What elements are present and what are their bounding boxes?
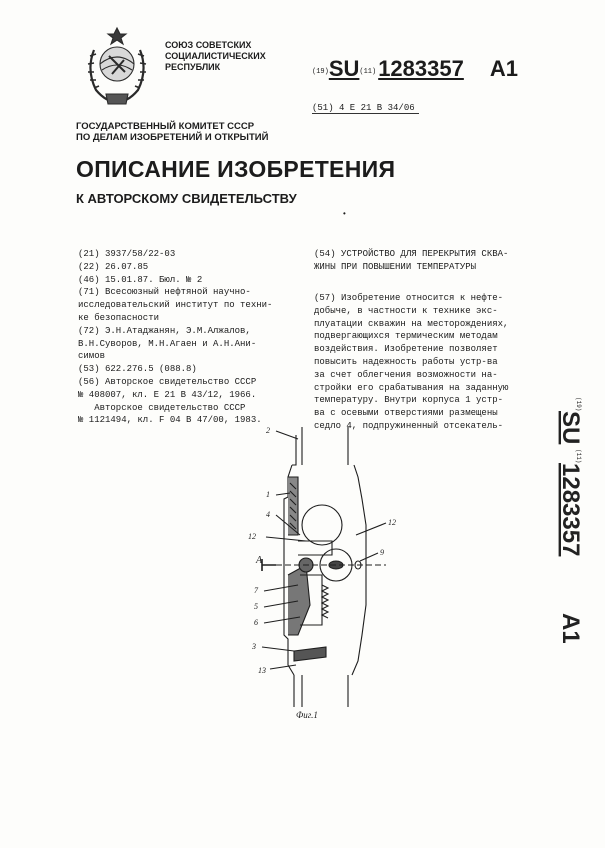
callout-1: 1 [266, 490, 270, 499]
biblio-line: (53) 622.276.5 (088.8) [78, 364, 197, 375]
invention-title-line: ЖИНЫ ПРИ ПОВЫШЕНИИ ТЕМПЕРАТУРЫ [314, 261, 477, 272]
stray-dot: • [343, 209, 346, 218]
abstract-line: за счет облегчения возможности на- [314, 369, 498, 380]
issuing-state [165, 40, 266, 73]
biblio-line: (56) Авторское свидетельство СССР [78, 376, 257, 387]
callout-3: 3 [252, 642, 256, 651]
abstract-line: плуатации скважин на месторождениях, [314, 318, 509, 329]
side-number: 1283357 [557, 463, 584, 557]
kind-code: A1 [489, 56, 518, 81]
biblio-line: № 1121494, кл. F 04 В 47/00, 1983. [78, 415, 262, 426]
biblio-line: (46) 15.01.87. Бюл. № 2 [78, 274, 203, 285]
callout-6: 6 [254, 618, 258, 627]
technical-drawing [236, 425, 396, 710]
figure-caption: Фиг.1 [296, 710, 318, 720]
committee-line: ПО ДЕЛАМ ИЗОБРЕТЕНИЙ И ОТКРЫТИЙ [76, 132, 269, 143]
biblio-line: (72) Э.Н.Атаджанян, Э.М.Алжалов, [78, 325, 251, 336]
abstract-line: (57) Изобретение относится к нефте- [314, 293, 504, 303]
abstract-line: повысить надежность работы устр-ва [314, 356, 498, 367]
bibliographic-data [78, 248, 306, 427]
side-patent-number [548, 380, 588, 690]
callout-12-right: 12 [388, 518, 396, 527]
union-line: РЕСПУБЛИК [165, 62, 221, 72]
abstract-line: температуру. Внутри корпуса 1 устр- [314, 395, 504, 406]
biblio-line: (21) 3937/58/22-03 [78, 249, 176, 259]
biblio-line: № 408007, кл. Е 21 В 43/12, 1966. [78, 389, 257, 400]
callout-13: 13 [258, 666, 266, 675]
callout-5: 5 [254, 602, 258, 611]
abstract-line: подвергающихся термическим методам [314, 331, 498, 342]
inid-11: (11) [359, 67, 377, 76]
biblio-line: ке безопасности [78, 312, 160, 323]
document-subtitle: К АВТОРСКОМУ СВИДЕТЕЛЬСТВУ [76, 191, 297, 206]
abstract-line: воздействия. Изобретение позволяет [314, 344, 498, 355]
inid-19: (19) [312, 67, 329, 76]
biblio-line: В.Н.Суворов, М.Н.Агаен и А.Н.Ани- [78, 338, 257, 349]
ipc-classification: (51) 4 E 21 B 34/06 [312, 103, 419, 114]
committee-name [76, 121, 268, 143]
callout-12-left: 12 [248, 532, 256, 541]
side-inid-19: (19) [575, 397, 582, 412]
biblio-line: Авторское свидетельство СССР [78, 402, 246, 413]
biblio-line: исследовательский институт по техни- [78, 300, 273, 311]
invention-title-line: (54) УСТРОЙСТВО ДЛЯ ПЕРЕКРЫТИЯ СКВА- [314, 249, 509, 259]
biblio-line: симов [78, 351, 106, 362]
biblio-line: (71) Всесоюзный нефтяной научно- [78, 287, 251, 298]
abstract-line: стройки его срабатывания на заданную [314, 382, 509, 393]
abstract [314, 292, 546, 433]
biblio-line: (22) 26.07.85 [78, 261, 149, 272]
side-kind: A1 [557, 613, 584, 644]
ussr-emblem-icon [76, 20, 158, 108]
abstract-line: седло 4, подпружиненный отсекатель- [314, 420, 504, 431]
country-code: SU [328, 56, 360, 81]
patent-number-block [312, 56, 518, 82]
side-country: SU [557, 411, 584, 445]
document-title: ОПИСАНИЕ ИЗОБРЕТЕНИЯ [76, 156, 396, 182]
abstract-line: ва с осевыми отверстиями размещены [314, 408, 498, 419]
union-line: СОЦИАЛИСТИЧЕСКИХ [165, 51, 266, 61]
committee-line: ГОСУДАРСТВЕННЫЙ КОМИТЕТ СССР [76, 121, 255, 132]
callout-9: 9 [380, 548, 384, 557]
abstract-line: добыче, в частности к технике экс- [314, 305, 498, 316]
callout-7: 7 [254, 586, 258, 595]
patent-number: 1283357 [378, 56, 464, 81]
union-line: СОЮЗ СОВЕТСКИХ [165, 40, 252, 50]
section-mark-label: A [256, 555, 263, 566]
callout-2: 2 [266, 426, 270, 435]
side-inid-11: (11) [575, 449, 582, 464]
invention-title [314, 248, 546, 274]
callout-4: 4 [266, 510, 270, 519]
